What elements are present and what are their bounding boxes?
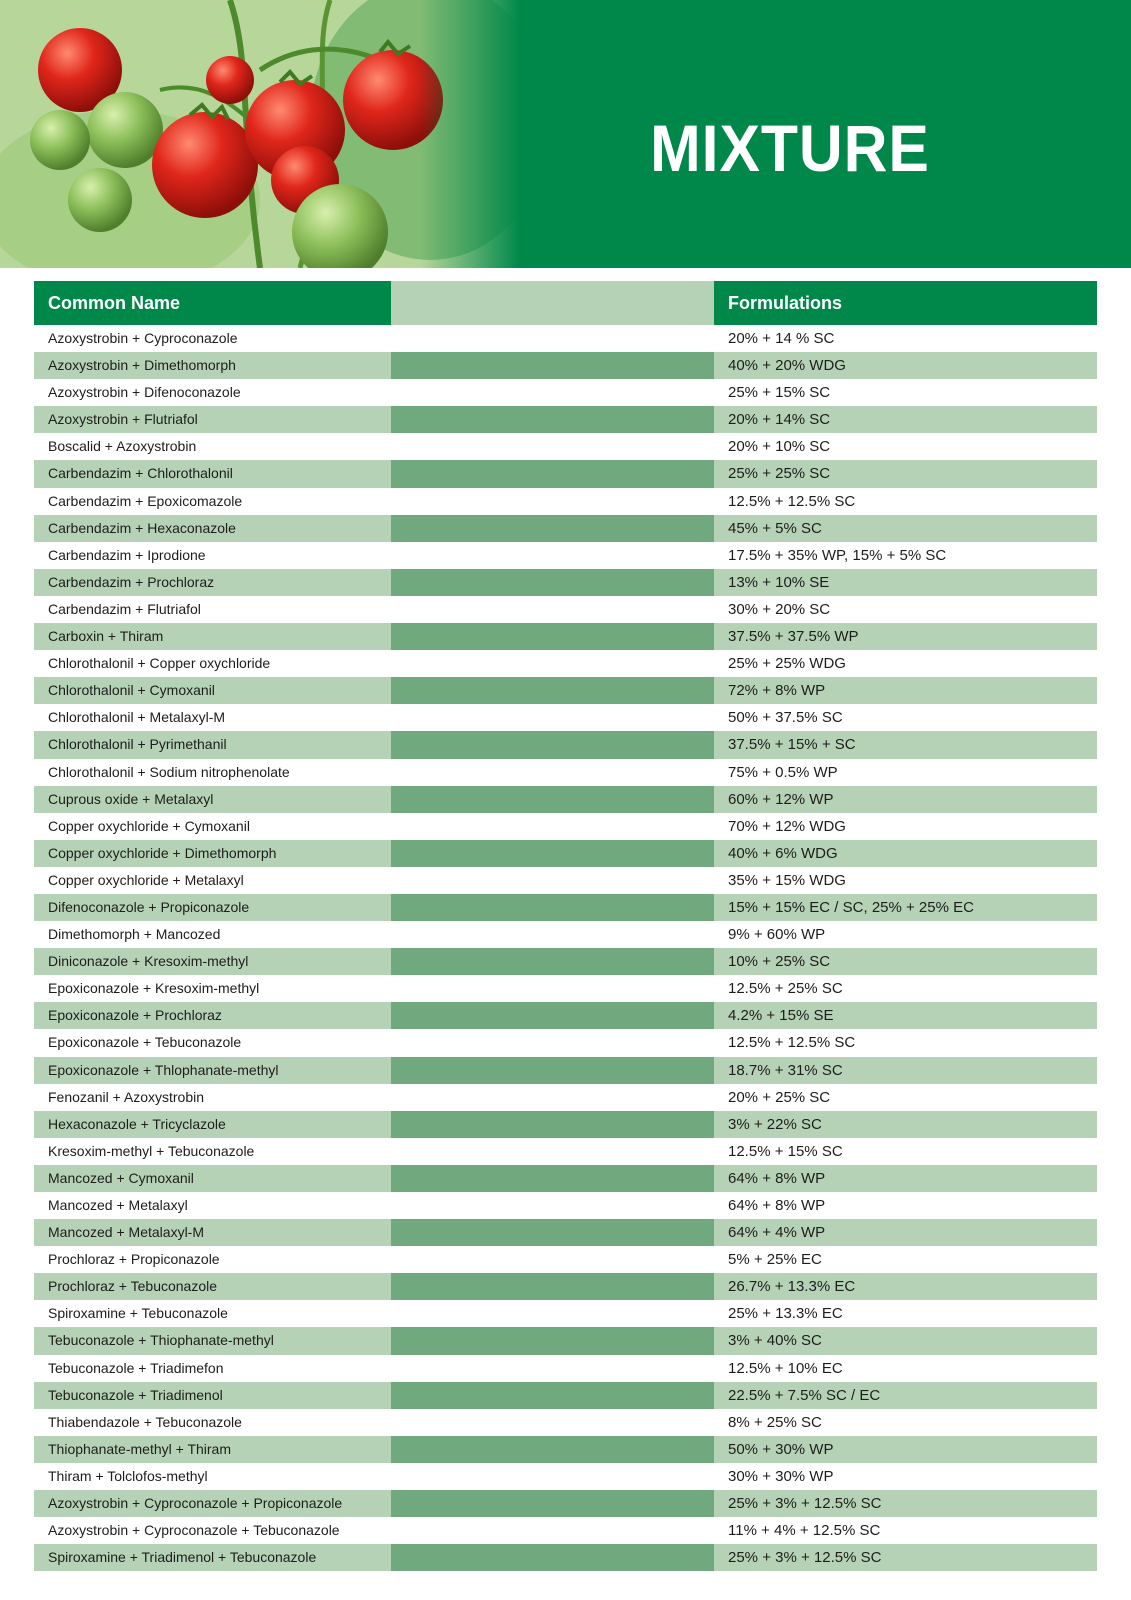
table-row: [34, 1111, 1097, 1138]
formulation-cell: 11% + 4% + 12.5% SC: [728, 1522, 881, 1540]
common-name-cell: Chlorothalonil + Pyrimethanil: [34, 731, 391, 758]
common-name-cell: Copper oxychloride + Cymoxanil: [48, 817, 250, 834]
formulation-cell: 60% + 12% WP: [714, 786, 1097, 813]
table-row: [34, 1327, 1097, 1354]
spacer-cell: [391, 1084, 714, 1111]
formulation-cell: 72% + 8% WP: [714, 677, 1097, 704]
formulation-cell: 30% + 30% WP: [728, 1467, 834, 1485]
spacer-cell: [391, 975, 714, 1002]
common-name-cell: Epoxiconazole + Kresoxim-methyl: [48, 980, 260, 997]
table-row: [34, 460, 1097, 487]
spacer-cell: [391, 379, 714, 406]
table-row: [34, 1084, 1097, 1111]
formulation-cell: 20% + 25% SC: [728, 1088, 831, 1106]
common-name-cell: Mancozed + Metalaxyl-M: [34, 1219, 391, 1246]
spacer-cell: [391, 352, 714, 379]
spacer-cell: [391, 325, 714, 352]
spacer-cell: [391, 1490, 714, 1517]
formulation-cell: 20% + 14% SC: [714, 406, 1097, 433]
spacer-cell: [391, 1300, 714, 1327]
common-name-cell: Difenoconazole + Propiconazole: [34, 894, 391, 921]
table-row: [34, 488, 1097, 515]
column-header-common-name: Common Name: [34, 281, 391, 325]
table-row: [34, 515, 1097, 542]
spacer-cell: [391, 948, 714, 975]
formulation-cell: 4.2% + 15% SE: [714, 1002, 1097, 1029]
spacer-cell: [391, 677, 714, 704]
formulation-cell: 50% + 37.5% SC: [728, 709, 843, 727]
common-name-cell: Epoxiconazole + Prochloraz: [34, 1002, 391, 1029]
common-name-cell: Spiroxamine + Tebuconazole: [48, 1305, 228, 1322]
spacer-cell: [391, 1002, 714, 1029]
formulation-cell: 12.5% + 25% SC: [728, 980, 843, 998]
formulation-cell: 25% + 13.3% EC: [728, 1305, 843, 1323]
common-name-cell: Carboxin + Thiram: [34, 623, 391, 650]
table-row: [34, 623, 1097, 650]
common-name-cell: Spiroxamine + Triadimenol + Tebuconazole: [34, 1544, 391, 1571]
table-row: [34, 1463, 1097, 1490]
formulation-cell: 17.5% + 35% WP, 15% + 5% SC: [728, 546, 947, 564]
table-row: [34, 894, 1097, 921]
common-name-cell: Hexaconazole + Tricyclazole: [34, 1111, 391, 1138]
table-row: [34, 650, 1097, 677]
common-name-cell: Boscalid + Azoxystrobin: [48, 438, 197, 455]
formulation-cell: 25% + 25% SC: [714, 460, 1097, 487]
formulation-cell: 37.5% + 37.5% WP: [714, 623, 1097, 650]
common-name-cell: Tebuconazole + Thiophanate-methyl: [34, 1327, 391, 1354]
spacer-cell: [391, 650, 714, 677]
formulation-cell: 64% + 8% WP: [714, 1165, 1097, 1192]
table-row: [34, 596, 1097, 623]
formulation-cell: 64% + 4% WP: [714, 1219, 1097, 1246]
table-row: [34, 1246, 1097, 1273]
common-name-cell: Fenozanil + Azoxystrobin: [48, 1088, 205, 1105]
spacer-cell: [391, 759, 714, 786]
formulation-cell: 37.5% + 15% + SC: [714, 731, 1097, 758]
common-name-cell: Epoxiconazole + Tebuconazole: [48, 1034, 242, 1051]
spacer-cell: [391, 488, 714, 515]
header-banner: [0, 0, 1131, 268]
table-row: [34, 406, 1097, 433]
spacer-cell: [391, 1111, 714, 1138]
table-row: [34, 569, 1097, 596]
common-name-cell: Carbendazim + Iprodione: [48, 546, 206, 563]
table-row: [34, 542, 1097, 569]
spacer-cell: [391, 1165, 714, 1192]
formulation-cell: 26.7% + 13.3% EC: [714, 1273, 1097, 1300]
spacer-cell: [391, 1517, 714, 1544]
spacer-cell: [391, 542, 714, 569]
table-row: [34, 1436, 1097, 1463]
spacer-cell: [391, 1192, 714, 1219]
table-row: [34, 759, 1097, 786]
table-row: [34, 704, 1097, 731]
spacer-cell: [391, 433, 714, 460]
table-row: [34, 813, 1097, 840]
common-name-cell: Chlorothalonil + Sodium nitrophenolate: [48, 763, 290, 780]
common-name-cell: Tebuconazole + Triadimefon: [48, 1359, 224, 1376]
table-row: [34, 1355, 1097, 1382]
formulation-cell: 40% + 6% WDG: [714, 840, 1097, 867]
formulation-cell: 50% + 30% WP: [714, 1436, 1097, 1463]
spacer-cell: [391, 894, 714, 921]
table-row: [34, 975, 1097, 1002]
formulation-cell: 75% + 0.5% WP: [728, 763, 838, 781]
common-name-cell: Kresoxim-methyl + Tebuconazole: [48, 1142, 255, 1159]
spacer-cell: [391, 1138, 714, 1165]
common-name-cell: Prochloraz + Tebuconazole: [34, 1273, 391, 1300]
spacer-cell: [391, 1544, 714, 1571]
common-name-cell: Chlorothalonil + Copper oxychloride: [48, 655, 271, 672]
table-row: [34, 677, 1097, 704]
spacer-cell: [391, 406, 714, 433]
common-name-cell: Azoxystrobin + Cyproconazole + Propiconazole: [34, 1490, 391, 1517]
formulation-cell: 25% + 3% + 12.5% SC: [714, 1490, 1097, 1517]
common-name-cell: Mancozed + Cymoxanil: [34, 1165, 391, 1192]
common-name-cell: Thiram + Tolclofos-methyl: [48, 1467, 208, 1484]
spacer-cell: [391, 731, 714, 758]
table-row: [34, 1273, 1097, 1300]
common-name-cell: Azoxystrobin + Cyproconazole + Tebuconazole: [48, 1522, 340, 1539]
common-name-cell: Carbendazim + Hexaconazole: [34, 515, 391, 542]
spacer-cell: [391, 813, 714, 840]
tomato-plant-photo: [0, 0, 520, 268]
common-name-cell: Copper oxychloride + Metalaxyl: [48, 871, 244, 888]
common-name-cell: Chlorothalonil + Metalaxyl-M: [48, 709, 226, 726]
table-header: [34, 281, 1097, 325]
table-row: [34, 867, 1097, 894]
formulation-cell: 8% + 25% SC: [728, 1413, 822, 1431]
formulation-cell: 15% + 15% EC / SC, 25% + 25% EC: [714, 894, 1097, 921]
common-name-cell: Thiabendazole + Tebuconazole: [48, 1413, 242, 1430]
table-row: [34, 1517, 1097, 1544]
formulation-cell: 35% + 15% WDG: [728, 871, 846, 889]
formulation-cell: 12.5% + 12.5% SC: [728, 492, 856, 510]
spacer-cell: [391, 786, 714, 813]
spacer-cell: [391, 1273, 714, 1300]
common-name-cell: Azoxystrobin + Flutriafol: [34, 406, 391, 433]
formulation-cell: 18.7% + 31% SC: [714, 1057, 1097, 1084]
table-row: [34, 1165, 1097, 1192]
common-name-cell: Cuprous oxide + Metalaxyl: [34, 786, 391, 813]
formulation-cell: 25% + 3% + 12.5% SC: [714, 1544, 1097, 1571]
table-row: [34, 1409, 1097, 1436]
table-row: [34, 1057, 1097, 1084]
common-name-cell: Azoxystrobin + Dimethomorph: [34, 352, 391, 379]
formulation-cell: 45% + 5% SC: [714, 515, 1097, 542]
spacer-cell: [391, 623, 714, 650]
formulation-cell: 12.5% + 10% EC: [728, 1359, 843, 1377]
spacer-cell: [391, 1355, 714, 1382]
common-name-cell: Tebuconazole + Triadimenol: [34, 1382, 391, 1409]
spacer-cell: [391, 704, 714, 731]
table-row: [34, 731, 1097, 758]
common-name-cell: Carbendazim + Epoxicomazole: [48, 492, 243, 509]
page-title: MIXTURE: [650, 111, 930, 185]
formulation-cell: 12.5% + 12.5% SC: [728, 1034, 856, 1052]
table-row: [34, 1544, 1097, 1571]
formulation-cell: 20% + 14 % SC: [728, 330, 835, 347]
formulation-cell: 10% + 25% SC: [714, 948, 1097, 975]
common-name-cell: Azoxystrobin + Difenoconazole: [48, 384, 241, 401]
formulation-cell: 3% + 22% SC: [714, 1111, 1097, 1138]
mixture-table: [34, 281, 1097, 1571]
table-row: [34, 325, 1097, 352]
spacer-cell: [391, 1327, 714, 1354]
table-row: [34, 1029, 1097, 1056]
spacer-cell: [391, 460, 714, 487]
spacer-cell: [391, 867, 714, 894]
table-row: [34, 1490, 1097, 1517]
table-row: [34, 1300, 1097, 1327]
table-row: [34, 840, 1097, 867]
table-row: [34, 921, 1097, 948]
table-body: [34, 325, 1097, 1571]
spacer-cell: [391, 1436, 714, 1463]
formulation-cell: 20% + 10% SC: [728, 438, 831, 456]
common-name-cell: Carbendazim + Flutriafol: [48, 600, 201, 617]
formulation-cell: 25% + 25% WDG: [728, 655, 846, 673]
table-row: [34, 1192, 1097, 1219]
formulation-cell: 5% + 25% EC: [728, 1251, 822, 1269]
formulation-cell: 22.5% + 7.5% SC / EC: [714, 1382, 1097, 1409]
spacer-cell: [391, 515, 714, 542]
spacer-cell: [391, 1029, 714, 1056]
table-row: [34, 352, 1097, 379]
spacer-cell: [391, 1246, 714, 1273]
spacer-cell: [391, 569, 714, 596]
column-header-formulations: Formulations: [714, 281, 1097, 325]
common-name-cell: Diniconazole + Kresoxim-methyl: [34, 948, 391, 975]
formulation-cell: 64% + 8% WP: [728, 1197, 826, 1214]
spacer-cell: [391, 1219, 714, 1246]
spacer-cell: [391, 840, 714, 867]
common-name-cell: Copper oxychloride + Dimethomorph: [34, 840, 391, 867]
table-row: [34, 1219, 1097, 1246]
formulation-cell: 70% + 12% WDG: [728, 817, 846, 835]
common-name-cell: Prochloraz + Propiconazole: [48, 1251, 220, 1268]
formulation-cell: 3% + 40% SC: [714, 1327, 1097, 1354]
table-row: [34, 786, 1097, 813]
spacer-cell: [391, 596, 714, 623]
common-name-cell: Epoxiconazole + Thlophanate-methyl: [34, 1057, 391, 1084]
table-row: [34, 1382, 1097, 1409]
formulation-cell: 30% + 20% SC: [728, 600, 831, 618]
table-row: [34, 948, 1097, 975]
tomato-illustration: [0, 0, 520, 268]
spacer-cell: [391, 1463, 714, 1490]
common-name-cell: Carbendazim + Chlorothalonil: [34, 460, 391, 487]
spacer-cell: [391, 921, 714, 948]
spacer-cell: [391, 1057, 714, 1084]
table-row: [34, 433, 1097, 460]
spacer-cell: [391, 1382, 714, 1409]
formulation-cell: 40% + 20% WDG: [714, 352, 1097, 379]
formulation-cell: 13% + 10% SE: [714, 569, 1097, 596]
formulation-cell: 25% + 15% SC: [728, 384, 831, 402]
common-name-cell: Thiophanate-methyl + Thiram: [34, 1436, 391, 1463]
common-name-cell: Dimethomorph + Mancozed: [48, 926, 221, 943]
spacer-cell: [391, 1409, 714, 1436]
column-header-spacer: [391, 281, 714, 325]
table-row: [34, 1002, 1097, 1029]
formulation-cell: 12.5% + 15% SC: [728, 1142, 843, 1160]
formulation-cell: 9% + 60% WP: [728, 926, 826, 944]
common-name-cell: Azoxystrobin + Cyproconazole: [48, 330, 238, 346]
common-name-cell: Mancozed + Metalaxyl: [48, 1197, 188, 1213]
table-row: [34, 1138, 1097, 1165]
table-row: [34, 379, 1097, 406]
common-name-cell: Carbendazim + Prochloraz: [34, 569, 391, 596]
common-name-cell: Chlorothalonil + Cymoxanil: [34, 677, 391, 704]
